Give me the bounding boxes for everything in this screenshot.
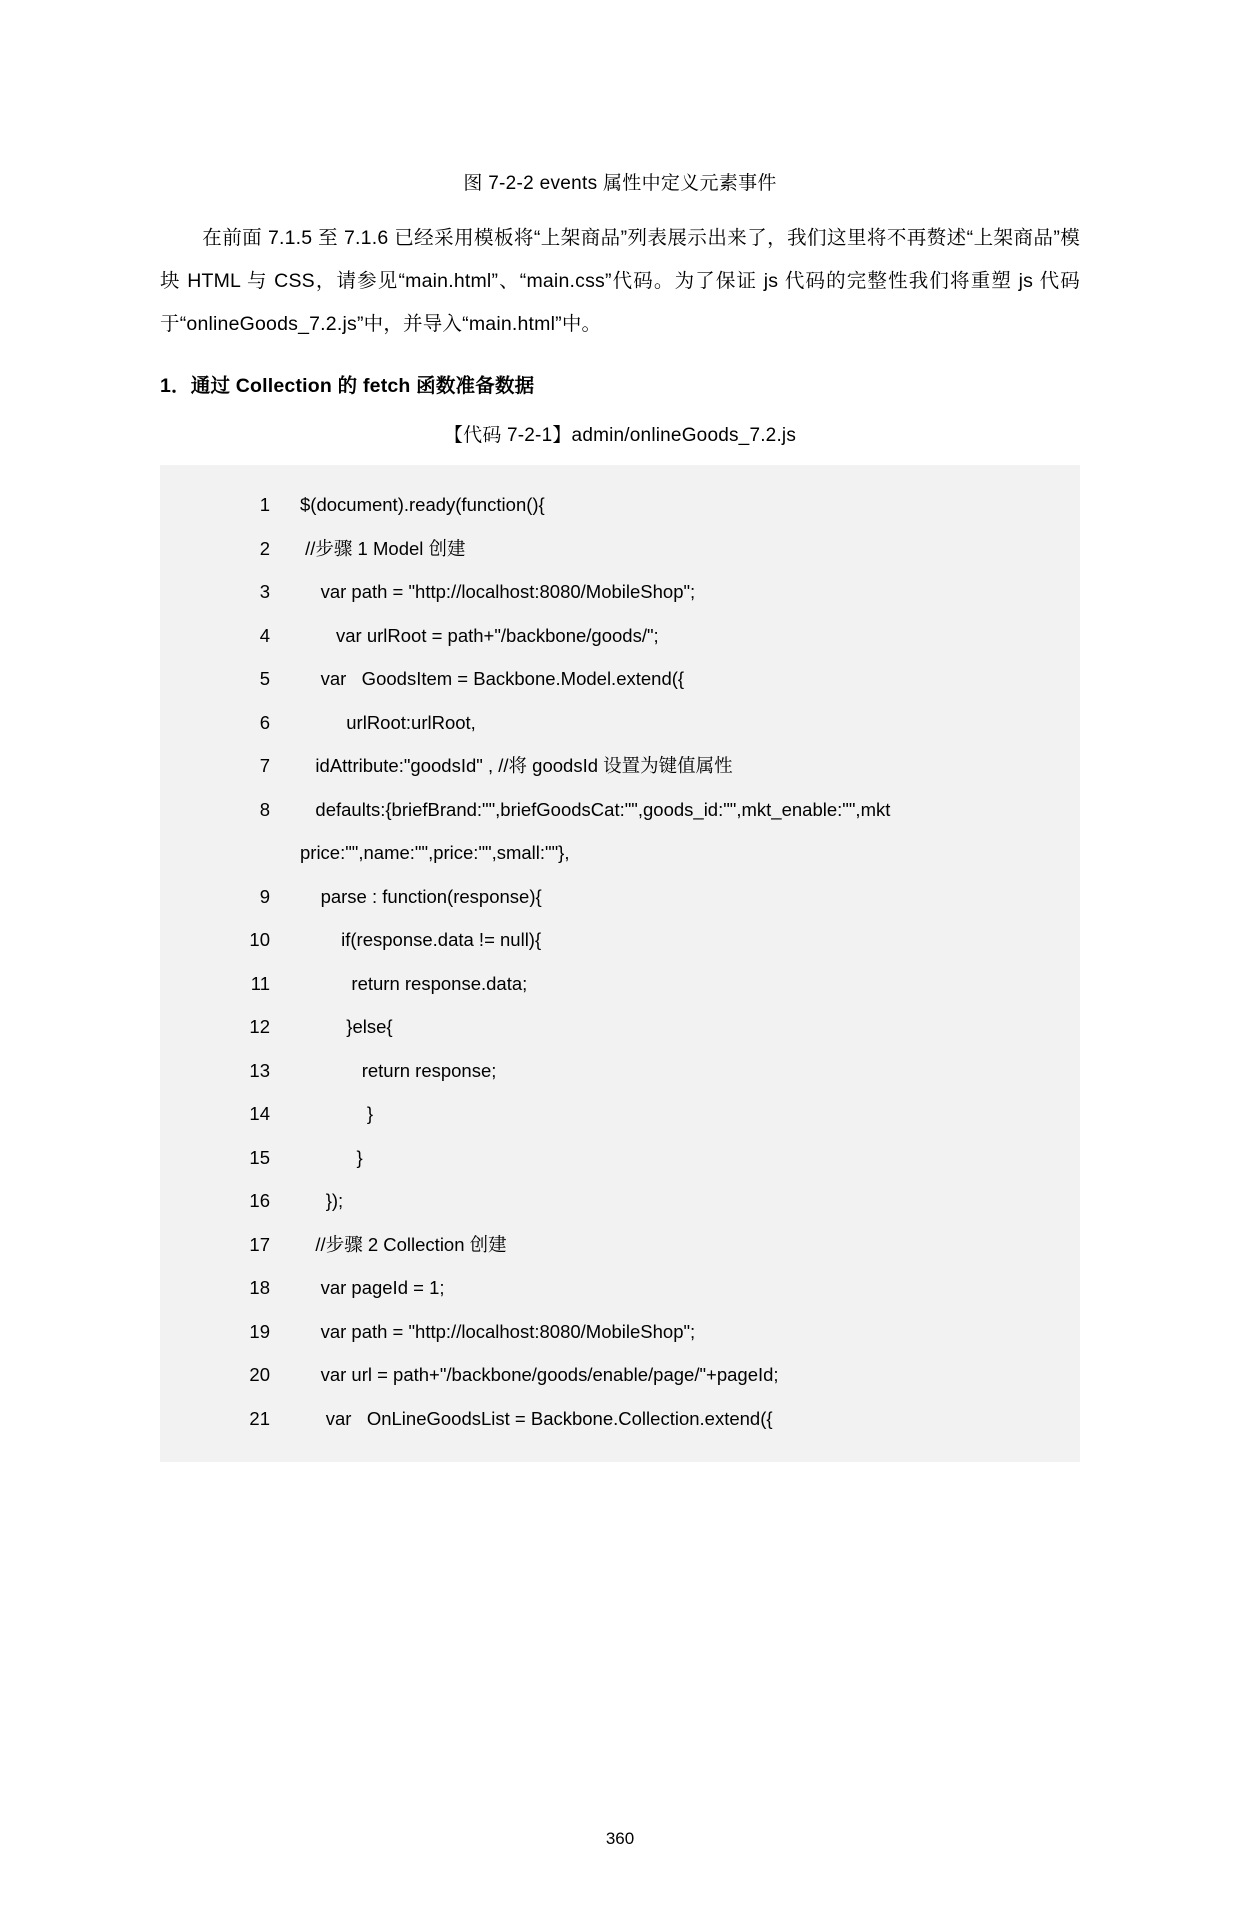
code-line xyxy=(160,657,1080,701)
code-line-text: } xyxy=(300,1146,363,1168)
code-line-text: $(document).ready(function(){ xyxy=(300,494,545,515)
body-paragraph xyxy=(160,217,1080,346)
code-line xyxy=(160,875,1080,919)
code-line-text: }); xyxy=(300,1190,344,1211)
code-listing-caption: 【代码 7-2-1】admin/onlineGoods_7.2.js xyxy=(443,425,797,446)
code-line xyxy=(160,1223,1080,1267)
code-line xyxy=(160,527,1080,571)
code-line xyxy=(160,1310,1080,1354)
code-line-number: 4 xyxy=(259,624,270,646)
code-line-text: var pageId = 1; xyxy=(300,1277,445,1298)
code-line xyxy=(160,1179,1080,1223)
code-line xyxy=(160,1136,1080,1180)
code-line-number: 20 xyxy=(249,1364,270,1385)
code-line-text: var path = "http://localhost:8080/MobileShop"; xyxy=(300,581,696,602)
code-line xyxy=(160,1397,1080,1441)
code-line-text: //步骤 2 Collection 创建 xyxy=(300,1233,507,1255)
code-line xyxy=(160,744,1080,788)
code-line-number: 16 xyxy=(249,1190,270,1211)
code-line-number: 13 xyxy=(249,1059,270,1081)
code-block xyxy=(160,465,1080,1462)
code-line-number: 21 xyxy=(249,1407,270,1429)
document-page xyxy=(0,168,1240,1921)
code-line-number: 14 xyxy=(249,1103,270,1124)
code-line xyxy=(160,570,1080,614)
code-line-number: 5 xyxy=(259,668,270,689)
code-line-number: 3 xyxy=(259,581,270,602)
code-line-number: 18 xyxy=(249,1277,270,1298)
code-line-text: return response.data; xyxy=(300,972,528,994)
code-line xyxy=(160,1092,1080,1136)
code-line-text: idAttribute:"goodsId" , //将 goodsId 设置为键值属性 xyxy=(300,755,733,776)
code-line-number: 1 xyxy=(259,494,270,515)
code-line xyxy=(160,1266,1080,1310)
code-line xyxy=(160,962,1080,1006)
paragraph-text: 在前面 7.1.5 至 7.1.6 已经采用模板将“上架商品”列表展示出来了，我们这里将不再赘述“上架商品”模块 HTML 与 CSS，请参见“main.html”、“main.css”代码。为了保证 js 代码的完整性我们将重塑 js 代码于“onlineGoods_7.2.js”中，并导入“main.html”中。 xyxy=(160,227,1080,335)
figure-caption: 图 7-2-2 events 属性中定义元素事件 xyxy=(463,173,777,194)
code-line-text: //步骤 1 Model 创建 xyxy=(300,537,466,559)
code-line-text: }else{ xyxy=(300,1016,393,1037)
code-line xyxy=(160,483,1080,527)
code-line-number: 12 xyxy=(249,1016,270,1037)
code-line-number: 17 xyxy=(249,1233,270,1255)
code-line-number: 2 xyxy=(259,537,270,559)
code-line xyxy=(160,1005,1080,1049)
code-line-number: 9 xyxy=(259,885,270,907)
code-line-text: var urlRoot = path+"/backbone/goods/"; xyxy=(300,624,659,646)
section-heading: 1．通过 Collection 的 fetch 函数准备数据 xyxy=(160,375,535,397)
page-number: 360 xyxy=(605,1829,635,1848)
code-line xyxy=(160,1049,1080,1093)
code-line-number: 6 xyxy=(259,711,270,733)
code-line-text: defaults:{briefBrand:"",briefGoodsCat:"",goods_id:"",mkt_enable:"",mkt price:"",name:"",price:"",small:""}, xyxy=(300,798,896,863)
code-line-text: return response; xyxy=(300,1059,497,1081)
code-line-number: 11 xyxy=(250,972,270,994)
code-line-text: var path = "http://localhost:8080/MobileShop"; xyxy=(300,1320,696,1342)
code-line-text: } xyxy=(300,1103,374,1124)
code-line-text: parse : function(response){ xyxy=(300,885,542,907)
code-line-number: 8 xyxy=(259,798,270,820)
code-line-text: var url = path+"/backbone/goods/enable/page/"+pageId; xyxy=(300,1364,779,1385)
code-line-text: urlRoot:urlRoot, xyxy=(300,711,476,733)
code-line-text: var OnLineGoodsList = Backbone.Collection.extend({ xyxy=(300,1407,773,1429)
code-line-number: 10 xyxy=(249,929,270,950)
code-line-number: 15 xyxy=(249,1146,270,1168)
code-line-text: var GoodsItem = Backbone.Model.extend({ xyxy=(300,668,685,689)
code-line xyxy=(160,788,1080,875)
code-line-number: 19 xyxy=(249,1320,270,1342)
code-line-number: 7 xyxy=(259,755,270,776)
code-line xyxy=(160,918,1080,962)
code-line-text: if(response.data != null){ xyxy=(300,929,542,950)
code-line xyxy=(160,614,1080,658)
code-line xyxy=(160,1353,1080,1397)
code-line xyxy=(160,701,1080,745)
